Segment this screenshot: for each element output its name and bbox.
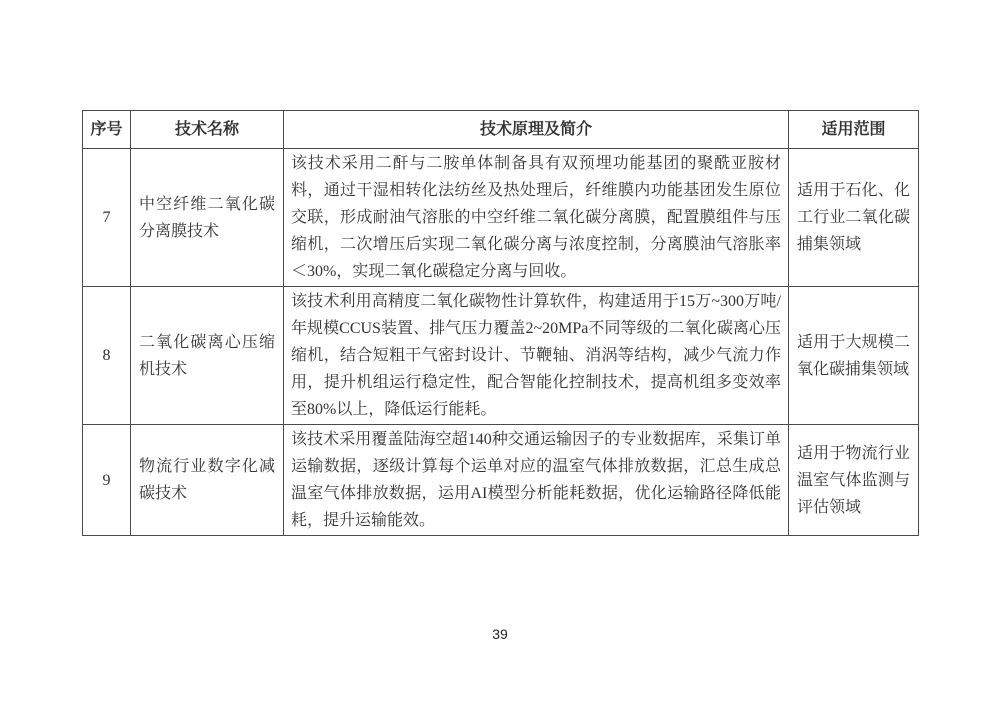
technology-principle: 该技术采用二酐与二胺单体制备具有双预埋功能基团的聚酰亚胺材料，通过干湿相转化法纺丝及热处理后，纤维膜内功能基团发生原位交联，形成耐油气溶胀的中空纤维二氧化碳分离膜，配置膜组件与压缩机，二次增压后实现二氧化碳分离与浓度控制，分离膜油气溶胀率＜30%，实现二氧化碳稳定分离与回收。 xyxy=(284,149,789,287)
page-number: 39 xyxy=(492,626,508,642)
header-serial-number: 序号 xyxy=(83,111,131,149)
row-serial-number: 7 xyxy=(83,149,131,287)
header-technology-name: 技术名称 xyxy=(131,111,284,149)
header-scope: 适用范围 xyxy=(789,111,919,149)
technology-name: 物流行业数字化减碳技术 xyxy=(131,425,284,536)
table-row xyxy=(83,287,919,425)
technology-scope: 适用于大规模二氧化碳捕集领域 xyxy=(789,287,919,425)
technology-principle: 该技术利用高精度二氧化碳物性计算软件，构建适用于15万~300万吨/年规模CCUS装置、排气压力覆盖2~20MPa不同等级的二氧化碳离心压缩机，结合短粗干气密封设计、节鞭轴、消涡等结构，减少气流力作用，提升机组运行稳定性，配合智能化控制技术，提高机组多变效率至80%以上，降低运行能耗。 xyxy=(284,287,789,425)
technology-name: 二氧化碳离心压缩机技术 xyxy=(131,287,284,425)
technology-name: 中空纤维二氧化碳分离膜技术 xyxy=(131,149,284,287)
technology-scope: 适用于石化、化工行业二氧化碳捕集领域 xyxy=(789,149,919,287)
technology-principle: 该技术采用覆盖陆海空超140种交通运输因子的专业数据库，采集订单运输数据，逐级计算每个运单对应的温室气体排放数据，汇总生成总温室气体排放数据，运用AI模型分析能耗数据，优化运输路径降低能耗，提升运输能效。 xyxy=(284,425,789,536)
row-serial-number: 8 xyxy=(83,287,131,425)
table-header-row xyxy=(83,111,919,149)
header-principle: 技术原理及简介 xyxy=(284,111,789,149)
table-row xyxy=(83,425,919,536)
table-row xyxy=(83,149,919,287)
row-serial-number: 9 xyxy=(83,425,131,536)
technology-table xyxy=(82,110,919,536)
technology-scope: 适用于物流行业温室气体监测与评估领域 xyxy=(789,425,919,536)
